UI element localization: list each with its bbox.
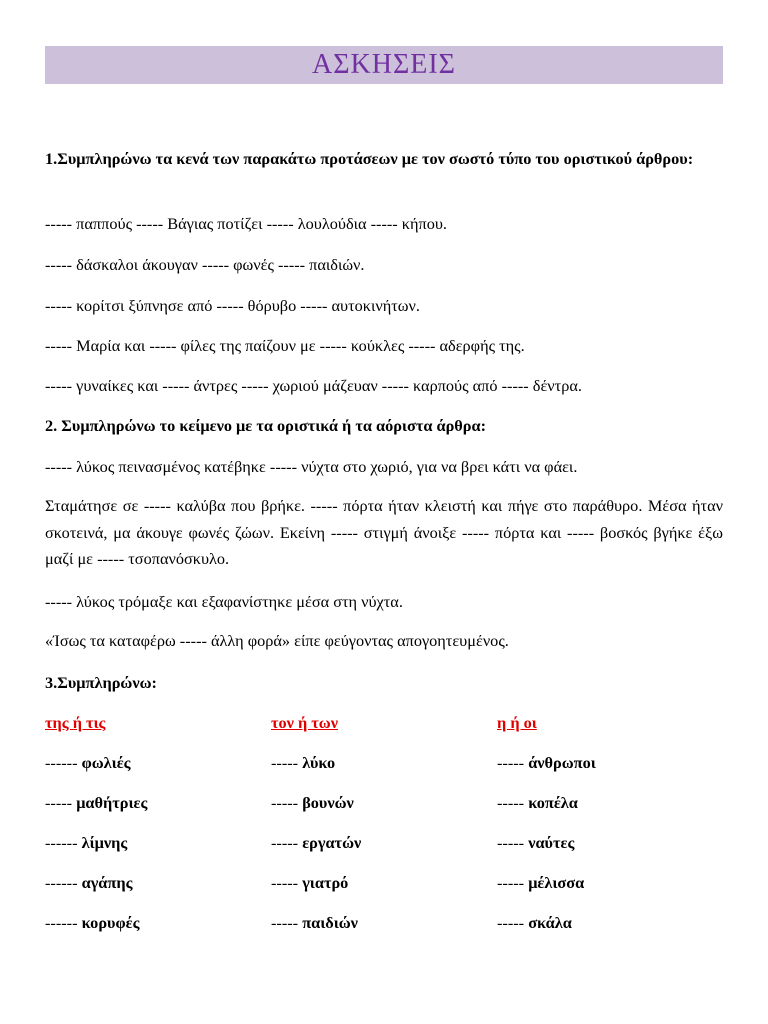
list-item: [271, 833, 361, 853]
word: ναύτες: [528, 833, 575, 852]
blank: -----: [497, 753, 525, 772]
exercise-1-line: ----- δάσκαλοι άκουγαν ----- φωνές ----- παιδιών.: [45, 255, 365, 274]
blank: -----: [497, 833, 525, 852]
list-item: [271, 913, 358, 933]
exercise-1-line: ----- παππούς ----- Βάγιας ποτίζει ----- λουλούδια ----- κήπου.: [45, 214, 448, 233]
column-header: της ή τις: [45, 713, 106, 732]
exercise-1-line: ----- Μαρία και ----- φίλες της παίζουν με ----- κούκλες ----- αδερφής της.: [45, 336, 525, 355]
list-item: [45, 833, 127, 853]
exercise-2-paragraph: Σταμάτησε σε ----- καλύβα που βρήκε. ----- πόρτα ήταν κλειστή και πήγε στο παράθυρο. Μέσα ήταν σκοτεινά, μα άκουγε φωνές ζώων. Εκείνη ----- στιγμή άνοιξε ----- πόρτα και ----- βοσκός βγήκε έξω μαζί με ----- τσοπανόσκυλο.: [45, 496, 723, 568]
word: μέλισσα: [528, 873, 585, 892]
list-item: [497, 913, 572, 933]
column-header: τον ή των: [271, 713, 338, 732]
blank: -----: [271, 833, 299, 852]
exercise-3-heading: 3.Συμπληρώνω:: [45, 673, 157, 692]
title-banner: [45, 46, 723, 84]
word: φωλιές: [81, 753, 131, 772]
blank: -----: [497, 873, 525, 892]
list-item: [497, 833, 574, 853]
blank: ------: [45, 833, 78, 852]
exercise-2-paragraph: ----- λύκος τρόμαξε και εξαφανίστηκε μέσα στη νύχτα.: [45, 592, 403, 611]
list-item: [271, 753, 335, 773]
exercise-1-line: ----- κορίτσι ξύπνησε από ----- θόρυβο ----- αυτοκινήτων.: [45, 296, 420, 315]
word: μαθήτριες: [76, 793, 148, 812]
word: λύκο: [302, 753, 336, 772]
list-item: [497, 873, 584, 893]
exercise-1-heading: 1.Συμπληρώνω τα κενά των παρακάτω προτάσεων με τον σωστό τύπο του οριστικού άρθρου:: [45, 149, 694, 168]
page-title: ΑΣΚΗΣΕΙΣ: [312, 49, 456, 80]
blank: -----: [271, 873, 299, 892]
list-item: [45, 753, 131, 773]
word: λίμνης: [81, 833, 128, 852]
word: κοπέλα: [528, 793, 578, 812]
blank: ------: [45, 873, 78, 892]
list-item: [45, 873, 132, 893]
word: αγάπης: [81, 873, 133, 892]
list-item: [45, 793, 147, 813]
blank: ------: [45, 913, 78, 932]
list-item: [271, 873, 348, 893]
blank: -----: [497, 913, 525, 932]
word: άνθρωποι: [528, 753, 596, 772]
blank: -----: [497, 793, 525, 812]
exercise-2-paragraph: ----- λύκος πεινασμένος κατέβηκε ----- νύχτα στο χωριό, για να βρει κάτι να φάει.: [45, 457, 578, 476]
word: γιατρό: [302, 873, 349, 892]
word: σκάλα: [528, 913, 572, 932]
list-item: [497, 793, 578, 813]
word: εργατών: [302, 833, 362, 852]
word: παιδιών: [302, 913, 358, 932]
exercise-1-line: ----- γυναίκες και ----- άντρες ----- χωριού μάζευαν ----- καρπούς από ----- δέντρα.: [45, 376, 582, 395]
exercise-2-heading: 2. Συμπληρώνω το κείμενο με τα οριστικά ή τα αόριστα άρθρα:: [45, 416, 487, 435]
exercise-2-paragraph: «Ίσως τα καταφέρω ----- άλλη φορά» είπε φεύγοντας απογοητευμένος.: [45, 631, 509, 650]
list-item: [45, 913, 139, 933]
list-item: [271, 793, 354, 813]
blank: -----: [271, 793, 299, 812]
blank: -----: [271, 913, 299, 932]
blank: -----: [271, 753, 299, 772]
list-item: [497, 753, 596, 773]
column-header: η ή οι: [497, 713, 537, 732]
word: βουνών: [302, 793, 354, 812]
word: κορυφές: [81, 913, 140, 932]
blank: -----: [45, 793, 73, 812]
blank: ------: [45, 753, 78, 772]
